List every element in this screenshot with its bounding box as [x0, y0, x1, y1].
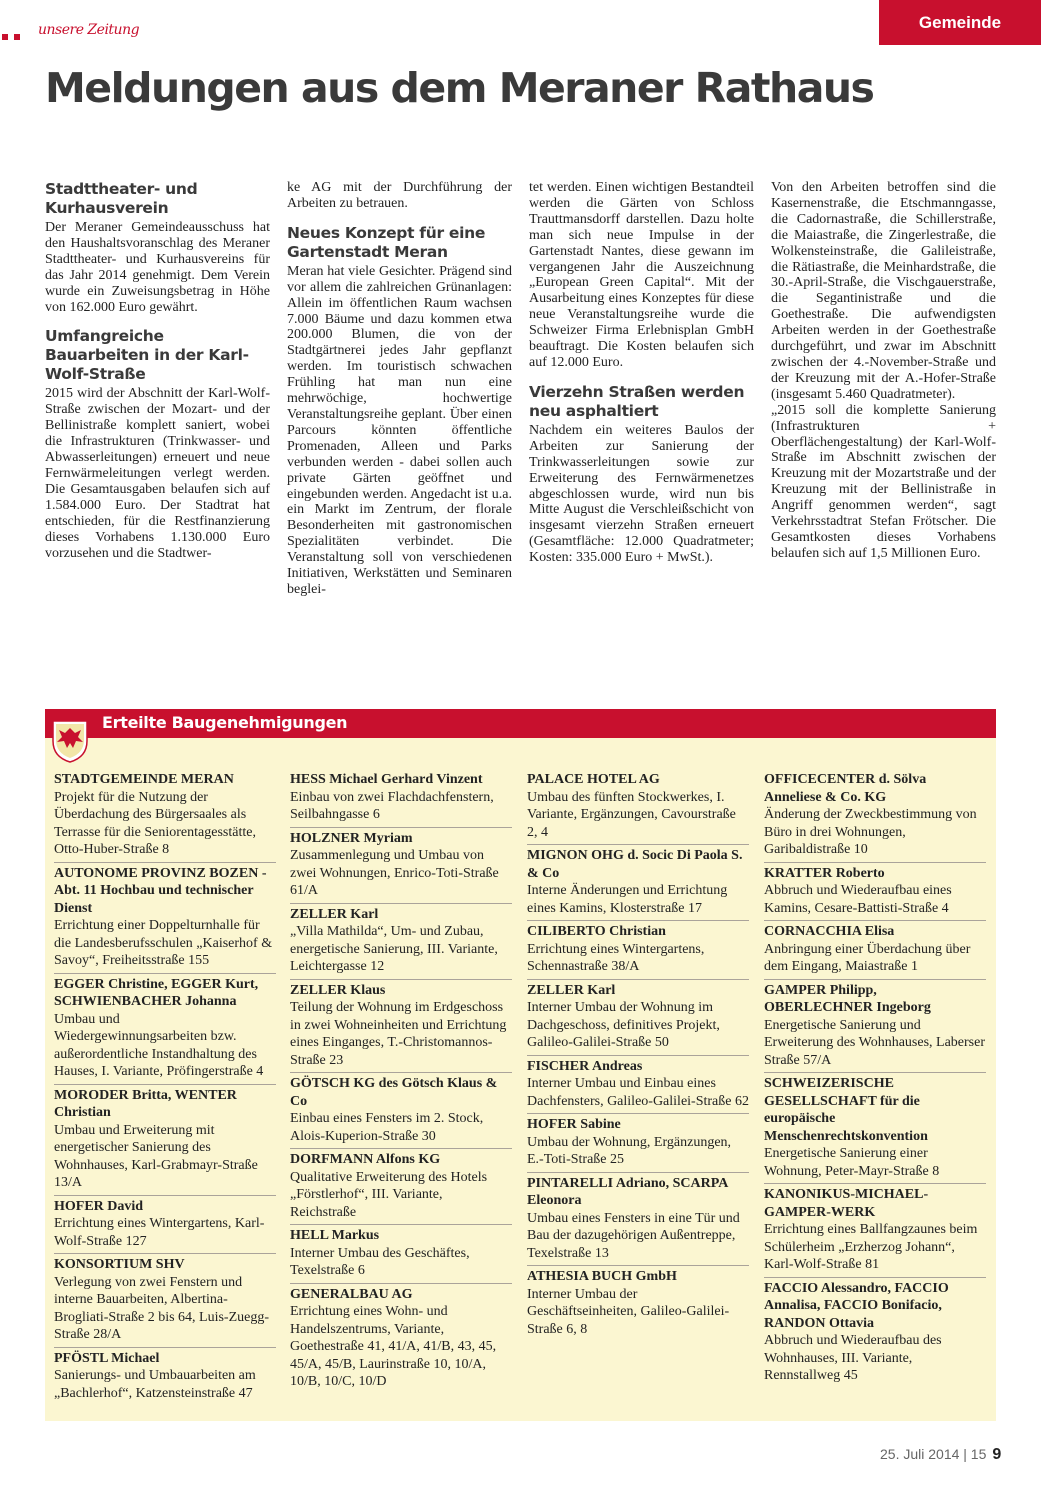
permit-applicant: ZELLER Karl — [290, 906, 379, 922]
article-body: Der Meraner Gemeindeausschuss hat den Haushaltsvoranschlag des Meraner Stadttheater- und Kurhausvereins für das Jahr 2014 genehmigt. Dem Verein wurde ein Zuweisungsbetrag in Höhe von 162.000 Euro gewährt. — [45, 220, 270, 315]
issue-date: 25. Juli 2014 | 15 — [880, 1446, 987, 1462]
permit-description: Abbruch und Wiederaufbau eines Kamins, Cesare-Battisti-Straße 4 — [764, 883, 952, 916]
permits-title: Erteilte Baugenehmigungen — [102, 713, 348, 732]
permit-applicant: KONSORTIUM SHV — [54, 1257, 185, 1272]
permit-entry — [764, 1075, 986, 1184]
page-headline: Meldungen aus dem Meraner Rathaus — [45, 64, 874, 112]
permit-description: Verlegung von zwei Fenstern und interne Bauarbeiten, Albertina-Brogliati-Straße 2 bis 64, Luis-Zuegg-Straße 28/A — [54, 1274, 270, 1342]
permit-description: Qualitative Erweiterung des Hotels „Förstlerhof“, III. Variante, Reichstraße — [290, 1169, 488, 1220]
permit-applicant: AUTONOME PROVINZ BOZEN - Abt. 11 Hochbau und technischer Dienst — [54, 865, 267, 916]
permit-applicant: ATHESIA BUCH GmbH — [527, 1269, 677, 1284]
permit-description: Umbau eines Fensters in eine Tür und Bau der dazugehörigen Außentreppe, Texelstraße 13 — [527, 1210, 740, 1261]
permit-entry — [54, 1350, 276, 1406]
permit-entry — [54, 865, 276, 974]
permit-description: Errichtung eines Wintergartens, Schennastraße 38/A — [527, 941, 705, 974]
article-body: tet werden. Einen wichtigen Bestandteil werden die Gärten von Schloss Trauttmansdorff darstellen. Dazu holte man sich neue Impulse in der Gartenstadt Nantes, diese gewann im vergangenen Jahr die Auszeichnung „European Green Capital“. Mit der Ausarbeitung eines Konzeptes für diese neue Veranstaltungsreihe wurde die Schweizer Firma Erlebnisplan GmbH beauftragt. Die Kosten belaufen sich auf 12.000 Euro. — [529, 180, 754, 370]
permit-description: Errichtung eines Ballfangzaunes beim Schülerheim „Erzherzog Johann“, Karl-Wolf-Straße 81 — [764, 1222, 978, 1272]
permit-applicant: HOFER Sabine — [527, 1117, 621, 1132]
permit-description: Umbau des fünften Stockwerkes, I. Variante, Ergänzungen, Cavourstraße 2, 4 — [527, 789, 736, 840]
permit-applicant: FACCIO Alessandro, FACCIO Annalisa, FACCIO Bonifacio, RANDON Ottavia — [764, 1280, 949, 1331]
permit-applicant: SCHWEIZERISCHE GESELLSCHAFT für die europäische Menschenrechtskonvention — [764, 1076, 928, 1144]
article-body: 2015 wird der Abschnitt der Karl-Wolf-Straße zwischen der Mozart- und der Bellinistraße komplett saniert, wobei die Infrastrukturen (Trinkwasser- und Abwasserleitungen) erneuert und neue Fernwärmeleitungen verlegt werden. Die Gesamtausgaben belaufen sich auf 1.584.000 Euro. Der Stadtrat hat entschieden, für die Restfinanzierung dieses Vorhabens 1.130.000 Euro vorzusehen und die Stadtwer- — [45, 386, 270, 561]
permit-entry — [527, 982, 749, 1056]
permit-applicant: HOFER David — [54, 1198, 144, 1214]
permit-description: Errichtung einer Doppelturnhalle für die Landesberufsschulen „Kaiserhof & Savoy“, Freiheitsstraße 155 — [54, 918, 273, 968]
permit-applicant: OFFICECENTER d. Sölva Anneliese & Co. KG — [764, 772, 927, 805]
permit-entry — [764, 923, 986, 980]
permit-description: Projekt für die Nutzung der Überdachung des Bürgersaales als Terrasse für die Seniorentagesstätte, Otto-Huber-Straße 8 — [54, 789, 256, 857]
permit-applicant: HOLZNER Myriam — [290, 830, 413, 846]
permit-entry — [527, 923, 749, 980]
permit-description: Errichtung eines Wintergartens, Karl-Wolf-Straße 127 — [54, 1216, 265, 1249]
permit-applicant: ZELLER Klaus — [290, 982, 386, 998]
permit-applicant: HELL Markus — [290, 1228, 380, 1243]
permit-description: „Villa Mathilda“, Um- und Zubau, energetische Sanierung, III. Variante, Leichtergasse 12 — [290, 924, 498, 974]
permit-applicant: EGGER Christine, EGGER Kurt, SCHWIENBACHER Johanna — [54, 976, 259, 1009]
permit-entry — [527, 1116, 749, 1173]
permit-entry — [290, 906, 512, 980]
permits-column — [290, 771, 512, 1396]
permit-description: Anbringung einer Überdachung über dem Eingang, Maiastraße 1 — [764, 941, 971, 974]
permits-column — [54, 771, 276, 1407]
permit-entry — [764, 865, 986, 922]
permit-applicant: MIGNON OHG d. Socic Di Paola S. & Co — [527, 848, 743, 881]
permit-applicant: HESS Michael Gerhard Vinzent — [290, 772, 483, 787]
permit-description: Interne Änderungen und Errichtung eines Kamins, Klosterstraße 17 — [527, 883, 728, 916]
permit-applicant: MORODER Britta, WENTER Christian — [54, 1087, 237, 1120]
permit-entry — [290, 830, 512, 904]
permit-entry — [290, 982, 512, 1074]
permit-entry — [54, 976, 276, 1085]
permit-applicant: PINTARELLI Adriano, SCARPA Eleonora — [527, 1175, 728, 1208]
permit-applicant: GAMPER Philipp, OBERLECHNER Ingeborg — [764, 982, 931, 1015]
permits-column — [764, 771, 986, 1390]
permit-entry — [54, 1087, 276, 1196]
permit-description: Energetische Sanierung einer Wohnung, Peter-Mayr-Straße 8 — [764, 1146, 940, 1179]
article-column-2 — [287, 180, 512, 598]
permit-description: Umbau der Wohnung, Ergänzungen, E.-Toti-Straße 25 — [527, 1134, 732, 1167]
permit-description: Einbau von zwei Flachdachfenstern, Seilbahngasse 6 — [290, 789, 494, 822]
permit-entry — [290, 771, 512, 828]
permit-entry — [54, 1256, 276, 1348]
permits-box — [45, 709, 996, 1421]
article-column-1 — [45, 180, 270, 561]
permit-applicant: KRATTER Roberto — [764, 865, 885, 881]
article-body: Meran hat viele Gesichter. Prägend sind vor allem die zahlreichen Grünanlagen: Allein im öffentlichen Raum wachsen 7.000 Bäume und dazu kommen etwa 200.000 Blumen, die von der Stadtgärtnerei jedes Jahr gepflanzt werden. Im touristisch schwachen Frühling hat man nun eine mehrwöchige, hochwertige Veranstaltungsreihe geplant. Über einen Parcours könnten öffentliche Promenaden, Alleen und Parks verbunden werden - dabei sollen auch private Gärten geöffnet und eingebunden werden. Angedacht ist u.a. ein Markt im Zentrum, der florale Besonderheiten mit gastronomischen Spezialitäten verbindet. Die Veranstaltung soll von verschiedenen Initiativen, Werkstätten und Seminaren beglei- — [287, 263, 512, 597]
article-heading: Vierzehn Straßen werden neu asphaltiert — [529, 382, 745, 420]
article-heading: Stadttheater- und Kurhausverein — [45, 180, 198, 217]
publication-logo: unsere Zeitung — [38, 22, 140, 38]
permit-entry — [527, 771, 749, 845]
permit-applicant: KANONIKUS-MICHAEL-GAMPER-WERK — [764, 1187, 929, 1220]
article-body: Von den Arbeiten betroffen sind die Kasernenstraße, die Etschmanngasse, die Cadornastraße, die Schillerstraße, die Maiastraße, die Zingerlestraße, die Wolkensteinstraße, die Galileistraße, die Rätiastraße, die Meinhardstraße, die 30.-April-Straße, die Vischgauerstraße, die Segantinistraße und die Goethestraße. Die aufwendigsten Arbeiten werden in der Goethestraße durchgeführt, und zwar im Abschnitt zwischen der 4.-November-Straße und der Kreuzung mit der A.-Hofer-Straße (insgesamt 5.460 Quadratmeter). — [771, 180, 996, 402]
permit-entry — [290, 1286, 512, 1394]
permit-entry — [527, 1058, 749, 1115]
permit-entry — [290, 1151, 512, 1225]
permit-description: Änderung der Zweckbestimmung von Büro in drei Wohnungen, Garibaldistraße 10 — [764, 807, 977, 857]
permit-description: Interner Umbau des Geschäftes, Texelstraße 6 — [290, 1245, 470, 1278]
permit-entry — [290, 1227, 512, 1284]
permit-applicant: PFÖSTL Michael — [54, 1350, 160, 1366]
permit-entry — [527, 1175, 749, 1267]
permit-applicant: PALACE HOTEL AG — [527, 772, 660, 787]
permit-entry — [54, 771, 276, 863]
article-body: ke AG mit der Durchführung der Arbeiten zu betrauen. — [287, 180, 512, 211]
permit-description: Teilung der Wohnung im Erdgeschoss in zwei Wohneinheiten und Errichtung eines Einganges, T.-Christomannos-Straße 23 — [290, 1000, 507, 1068]
permit-applicant: GENERALBAU AG — [290, 1286, 413, 1302]
permit-description: Energetische Sanierung und Erweiterung des Wohnhauses, Laberser Straße 57/A — [764, 1017, 985, 1068]
permit-applicant: CILIBERTO Christian — [527, 924, 666, 939]
permit-description: Interner Umbau und Einbau eines Dachfensters, Galileo-Galilei-Straße 62 — [527, 1076, 749, 1109]
permit-applicant: GÖTSCH KG des Götsch Klaus & Co — [290, 1076, 498, 1109]
permit-description: Abbruch und Wiederaufbau des Wohnhauses, III. Variante, Rennstallweg 45 — [764, 1333, 942, 1383]
permit-entry — [764, 771, 986, 863]
permit-entry — [527, 847, 749, 921]
merano-crest-icon — [51, 713, 89, 763]
permit-entry — [54, 1198, 276, 1255]
page-marker — [2, 27, 26, 45]
permit-entry — [764, 982, 986, 1074]
articles-area — [45, 180, 996, 620]
permits-column — [527, 771, 749, 1343]
section-rubric: Gemeinde — [879, 0, 1041, 45]
permit-applicant: ZELLER Karl — [527, 982, 616, 998]
permit-description: Einbau eines Fensters im 2. Stock, Alois-Kuperion-Straße 30 — [290, 1111, 484, 1144]
permit-applicant: CORNACCHIA Elisa — [764, 924, 895, 939]
article-column-3 — [529, 180, 754, 566]
permit-description: Umbau und Erweiterung mit energetischer Sanierung des Wohnhauses, Karl-Grabmayr-Straße 13/A — [54, 1122, 258, 1190]
permit-applicant: STADTGEMEINDE MERAN — [54, 772, 234, 787]
permit-description: Umbau und Wiedergewinnungsarbeiten bzw. außerordentliche Instandhaltung des Hauses, I. Variante, Pröfingerstraße 4 — [54, 1011, 264, 1079]
permit-description: Interner Umbau der Wohnung im Dachgeschoss, definitives Projekt, Galileo-Galilei-Straße 50 — [527, 1000, 720, 1050]
permit-description: Errichtung eines Wohn- und Handelszentrums, Variante, Goethestraße 41, 41/A, 41/B, 43, 45, 45/A, 45/B, Laurinstraße 10, 10/A, 10/B, 10/C, 10/D — [290, 1304, 497, 1389]
permit-entry — [527, 1268, 749, 1341]
permit-entry — [290, 1075, 512, 1149]
permit-description: Sanierungs- und Umbauarbeiten am „Bachlerhof“, Katzensteinstraße 47 — [54, 1368, 256, 1401]
permit-applicant: FISCHER Andreas — [527, 1058, 643, 1074]
page-footer — [880, 1446, 1001, 1464]
permit-description: Interner Umbau der Geschäftseinheiten, Galileo-Galilei-Straße 6, 8 — [527, 1286, 730, 1337]
article-heading: Neues Konzept für eine Gartenstadt Meran — [287, 223, 486, 261]
article-column-4 — [771, 180, 996, 562]
permit-description: Zusammenlegung und Umbau von zwei Wohnungen, Enrico-Toti-Straße 61/A — [290, 848, 499, 898]
article-body: Nachdem ein weiteres Baulos der Arbeiten zur Sanierung der Trinkwasserleitungen sowie zur Erweiterung des Fernwärmenetzes abgeschlossen wurde, wird nun bis Mitte August die Verschleißschicht von insgesamt vierzehn Straßen erneuert (Gesamtfläche: 12.000 Quadratmeter; Kosten: 335.000 Euro + MwSt.). — [529, 422, 754, 566]
permit-entry — [764, 1186, 986, 1278]
article-heading: Umfangreiche Bauarbeiten in der Karl-Wolf-Straße — [45, 327, 249, 384]
page-number: 9 — [992, 1446, 1002, 1463]
article-body: „2015 soll die komplette Sanierung (Infrastrukturen + Oberflächengestaltung) der Karl-Wolf-Straße im Abschnitt zwischen der Kreuzung mit der Mozartstraße und der Kreuzung mit der Bellinistraße in Angriff genommen werden“, sagt Verkehrsstadtrat Stefan Frötscher. Die Gesamtkosten dieses Vorhabens belaufen sich auf 1,5 Millionen Euro. — [771, 402, 996, 561]
permit-entry — [764, 1280, 986, 1388]
permit-applicant: DORFMANN Alfons KG — [290, 1152, 441, 1167]
